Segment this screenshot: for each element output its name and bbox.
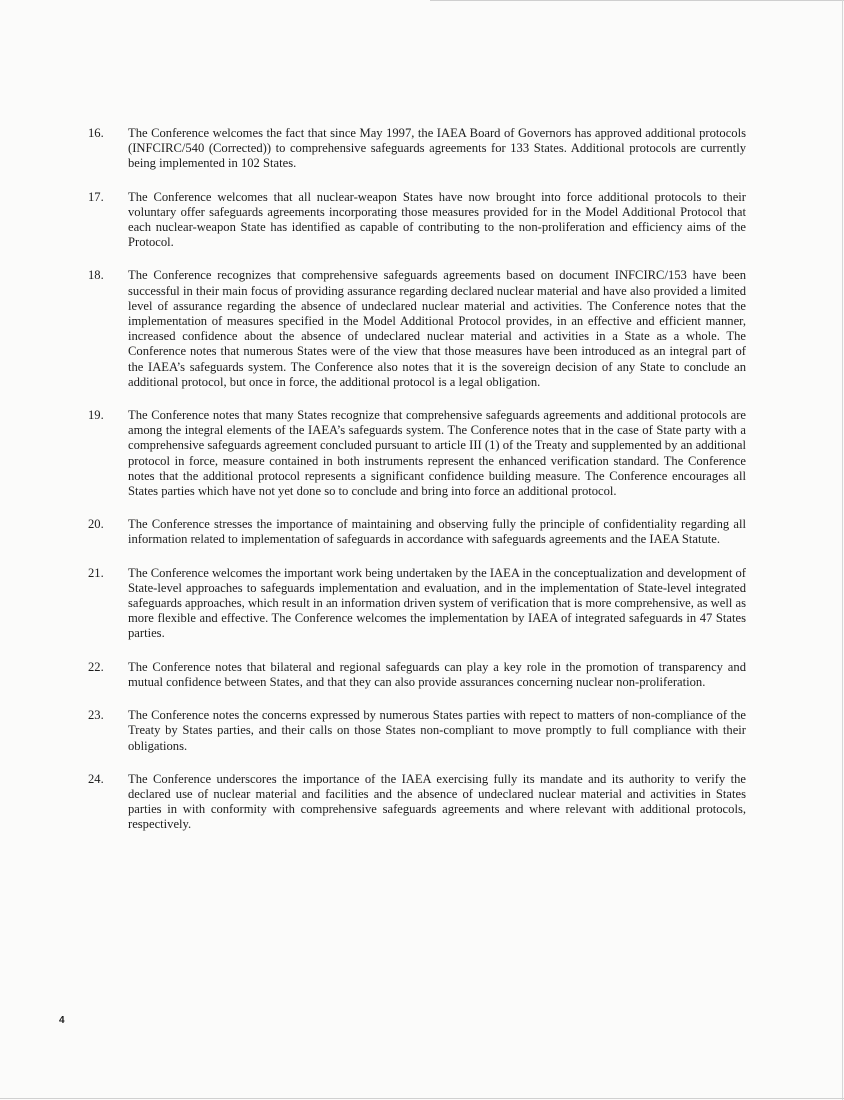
paragraph-20 bbox=[88, 517, 746, 547]
paragraph-list bbox=[88, 126, 746, 851]
paragraph-text: The Conference welcomes the important work being undertaken by the IAEA in the conceptualization and development of State-level approaches to safeguards implementation and evaluation, and in the implementation of State-level integrated safeguards approaches, which result in an information driven system of verification that is more comprehensive, as well as more flexible and effective. The Conference welcomes the implementation by IAEA of integrated safeguards in 47 States parties. bbox=[128, 565, 746, 641]
paragraph-number: 19. bbox=[88, 408, 104, 423]
paragraph-number: 16. bbox=[88, 126, 104, 140]
scan-edge-bottom bbox=[0, 1098, 844, 1099]
paragraph-24 bbox=[88, 772, 746, 833]
paragraph-number: 22. bbox=[88, 659, 104, 674]
paragraph-text: The Conference welcomes the fact that since May 1997, the IAEA Board of Governors has approved additional protocols (INFCIRC/540 (Corrected)) to comprehensive safeguards agreements for 133 States. Additional protocols are currently being implemented in 102 States. bbox=[128, 126, 746, 171]
paragraph-23 bbox=[88, 708, 746, 754]
paragraph-16 bbox=[88, 126, 746, 172]
paragraph-number: 20. bbox=[88, 517, 104, 532]
paragraph-number: 23. bbox=[88, 708, 104, 723]
paragraph-number: 21. bbox=[88, 565, 104, 580]
scan-edge-right bbox=[842, 0, 843, 1100]
paragraph-text: The Conference recognizes that comprehensive safeguards agreements based on document INFCIRC/153 have been successful in their main focus of providing assurance regarding declared nuclear material and have also provided a limited level of assurance regarding the absence of undeclared nuclear material and activities. The Conference notes that the implementation of measures specified in the Model Additional Protocol provides, in an effective and efficient manner, increased confidence about the absence of undeclared nuclear material and activities in a State as a whole. The Conference notes that numerous States were of the view that those measures have been introduced as an integral part of the IAEA’s safeguards system. The Conference also notes that it is the sovereign decision of any State to conclude an additional protocol, but once in force, the additional protocol is a legal obligation. bbox=[128, 268, 746, 389]
paragraph-text: The Conference underscores the importance of the IAEA exercising fully its mandate and its authority to verify the declared use of nuclear material and facilities and the absence of undeclared nuclear material and activities in States parties in with conformity with comprehensive safeguards agreements and where relevant with additional protocols, respectively. bbox=[128, 771, 746, 832]
paragraph-text: The Conference notes that bilateral and regional safeguards can play a key role in the promotion of transparency and mutual confidence between States, and that they can also provide assurances concerning nuclear non-proliferation. bbox=[128, 659, 746, 689]
scan-edge-top bbox=[430, 0, 844, 1]
paragraph-22 bbox=[88, 660, 746, 690]
paragraph-number: 18. bbox=[88, 268, 104, 283]
paragraph-number: 24. bbox=[88, 771, 104, 786]
paragraph-text: The Conference notes that many States recognize that comprehensive safeguards agreements and additional protocols are among the integral elements of the IAEA’s safeguards system. The Conference notes that in the case of State party with a comprehensive safeguards agreement concluded pursuant to article III (1) of the Treaty and supplemented by an additional protocol in force, measure contained in both instruments represent the enhanced verification standard. The Conference notes that the additional protocol represents a significant confidence building measure. The Conference encourages all States parties which have not yet done so to conclude and bring into force an additional protocol. bbox=[128, 408, 746, 499]
paragraph-21 bbox=[88, 566, 746, 642]
paragraph-text: The Conference notes the concerns expressed by numerous States parties with repect to matters of non-compliance of the Treaty by States parties, and their calls on those States non-compliant to move promptly to full compliance with their obligations. bbox=[128, 708, 746, 753]
paragraph-number: 17. bbox=[88, 189, 104, 204]
paragraph-17 bbox=[88, 190, 746, 251]
paragraph-18 bbox=[88, 268, 746, 390]
paragraph-19 bbox=[88, 408, 746, 499]
page-number: 4 bbox=[59, 1015, 65, 1026]
paragraph-text: The Conference stresses the importance of maintaining and observing fully the principle of confidentiality regarding all information related to implementation of safeguards in accordance with safeguards agreements and the IAEA Statute. bbox=[128, 517, 746, 547]
paragraph-text: The Conference welcomes that all nuclear-weapon States have now brought into force additional protocols to their voluntary offer safeguards agreements incorporating those measures provided for in the Model Additional Protocol that each nuclear-weapon State has identified as capable of contributing to the non-proliferation and efficiency aims of the Protocol. bbox=[128, 189, 746, 250]
